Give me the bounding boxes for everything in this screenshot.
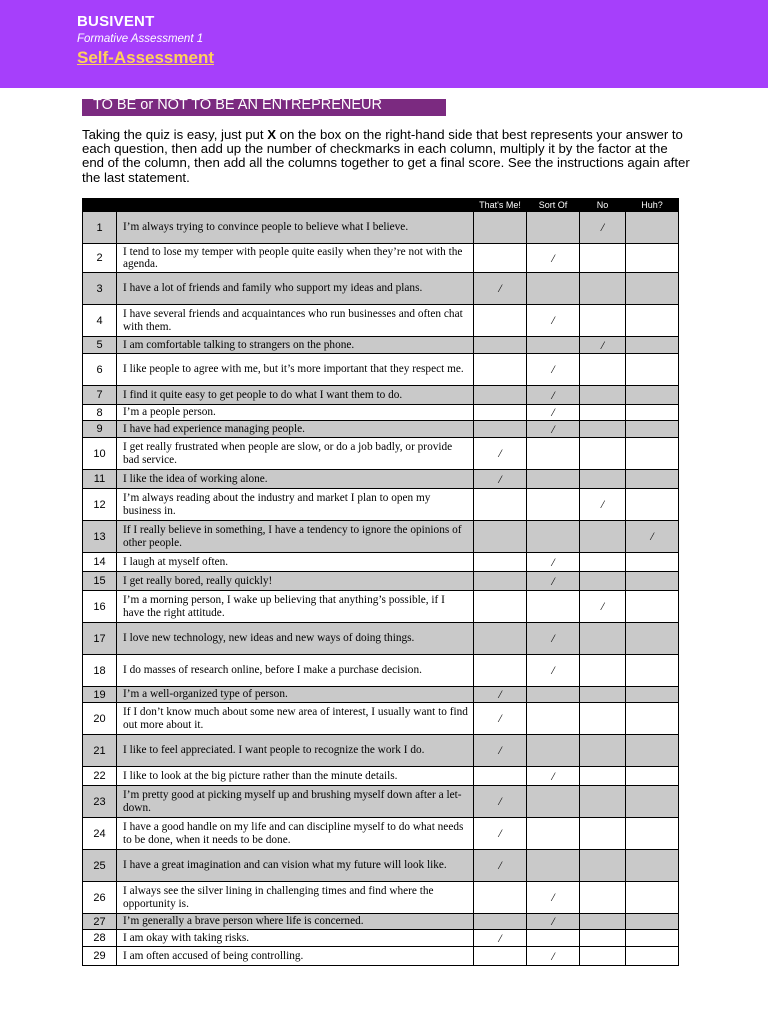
- sort-of-cell[interactable]: [527, 521, 580, 553]
- intro-part1: Taking the quiz is easy, just put: [82, 127, 268, 142]
- checkmark: /: [551, 387, 555, 402]
- row-statement: I’m generally a brave person where life is concerned.: [117, 914, 474, 930]
- checkmark: /: [498, 281, 502, 295]
- thats-me-cell[interactable]: [474, 244, 527, 273]
- checkmark: /: [650, 529, 654, 543]
- table-row: [83, 489, 679, 521]
- sort-of-cell[interactable]: [527, 655, 580, 687]
- row-number: 28: [83, 930, 117, 947]
- row-statement: I like the idea of working alone.: [117, 470, 474, 489]
- row-number: 13: [83, 521, 117, 553]
- no-cell[interactable]: [580, 273, 626, 305]
- row-statement: I have had experience managing people.: [117, 421, 474, 438]
- thats-me-cell[interactable]: [474, 421, 527, 438]
- table-row: [83, 273, 679, 305]
- table-row: [83, 553, 679, 572]
- checkmark: /: [551, 663, 555, 677]
- intro-part2: on the box on the right-hand side that best represents your answer to each question, then add up the number of checkmarks in each column, multiply it by the factor at the end of the column, then add all the columns together to get a final score. See the instructions again after the last statement.: [82, 127, 690, 185]
- table-row: [83, 882, 679, 914]
- sort-of-cell[interactable]: [527, 470, 580, 489]
- huh-cell[interactable]: [626, 572, 679, 591]
- thats-me-cell[interactable]: [474, 655, 527, 687]
- row-statement: I like to feel appreciated. I want people to recognize the work I do.: [117, 735, 474, 767]
- no-cell[interactable]: [580, 767, 626, 786]
- checkmark: /: [551, 631, 555, 645]
- instructions-paragraph: [82, 128, 692, 185]
- thats-me-cell[interactable]: [474, 521, 527, 553]
- table-row: [83, 521, 679, 553]
- sort-of-cell[interactable]: [527, 489, 580, 521]
- huh-cell[interactable]: [626, 386, 679, 405]
- checkmark: /: [551, 768, 555, 783]
- thats-me-cell[interactable]: [474, 305, 527, 337]
- table-row: [83, 786, 679, 818]
- huh-cell[interactable]: [626, 818, 679, 850]
- row-statement: I am okay with taking risks.: [117, 930, 474, 947]
- huh-cell[interactable]: [626, 703, 679, 735]
- row-statement: I’m pretty good at picking myself up and brushing myself down after a let-down.: [117, 786, 474, 818]
- checkmark: /: [498, 711, 502, 725]
- sort-of-cell[interactable]: [527, 947, 580, 966]
- huh-cell[interactable]: [626, 687, 679, 703]
- table-row: [83, 405, 679, 421]
- no-cell[interactable]: [580, 521, 626, 553]
- row-number: 26: [83, 882, 117, 914]
- row-number: 15: [83, 572, 117, 591]
- row-statement: I have a good handle on my life and can discipline myself to do what needs to be done, when it needs to be done.: [117, 818, 474, 850]
- thats-me-cell[interactable]: [474, 687, 527, 703]
- table-row: [83, 386, 679, 405]
- huh-cell[interactable]: [626, 337, 679, 354]
- table-row: [83, 244, 679, 273]
- huh-cell[interactable]: [626, 273, 679, 305]
- no-cell[interactable]: [580, 591, 626, 623]
- row-number: 3: [83, 273, 117, 305]
- table-row: [83, 930, 679, 947]
- thats-me-cell[interactable]: [474, 818, 527, 850]
- huh-cell[interactable]: [626, 655, 679, 687]
- huh-cell[interactable]: [626, 735, 679, 767]
- section-title: TO BE or NOT TO BE AN ENTREPRENEUR: [93, 97, 382, 113]
- checkmark: /: [498, 858, 502, 872]
- row-statement: I get really bored, really quickly!: [117, 572, 474, 591]
- table-row: [83, 767, 679, 786]
- no-cell[interactable]: [580, 354, 626, 386]
- huh-cell[interactable]: [626, 947, 679, 966]
- no-cell[interactable]: [580, 489, 626, 521]
- table-row: [83, 703, 679, 735]
- checkmark: /: [600, 497, 605, 511]
- table-row: [83, 438, 679, 470]
- thats-me-cell[interactable]: [474, 850, 527, 882]
- row-statement: I have a lot of friends and family who support my ideas and plans.: [117, 273, 474, 305]
- checkmark: /: [551, 554, 555, 569]
- table-row: [83, 591, 679, 623]
- table-row: [83, 337, 679, 354]
- thats-me-cell[interactable]: [474, 354, 527, 386]
- huh-cell[interactable]: [626, 882, 679, 914]
- row-number: 8: [83, 405, 117, 421]
- thats-me-cell[interactable]: [474, 572, 527, 591]
- row-statement: I have several friends and acquaintances who run businesses and often chat with them.: [117, 305, 474, 337]
- checkmark: /: [600, 220, 605, 234]
- huh-cell[interactable]: [626, 244, 679, 273]
- no-cell[interactable]: [580, 735, 626, 767]
- table-row: [83, 354, 679, 386]
- huh-cell[interactable]: [626, 438, 679, 470]
- header-subtitle: Formative Assessment 1: [77, 33, 204, 45]
- no-cell[interactable]: [580, 703, 626, 735]
- row-statement: I like to look at the big picture rather than the minute details.: [117, 767, 474, 786]
- no-cell[interactable]: [580, 438, 626, 470]
- table-row: [83, 947, 679, 966]
- row-statement: I tend to lose my temper with people quite easily when they’re not with the agenda.: [117, 244, 474, 273]
- table-row: [83, 735, 679, 767]
- huh-cell[interactable]: [626, 786, 679, 818]
- checkmark: /: [551, 313, 555, 327]
- row-statement: I love new technology, new ideas and new ways of doing things.: [117, 623, 474, 655]
- no-cell[interactable]: [580, 470, 626, 489]
- thats-me-cell[interactable]: [474, 623, 527, 655]
- no-cell[interactable]: [580, 655, 626, 687]
- thats-me-cell[interactable]: [474, 735, 527, 767]
- thats-me-cell[interactable]: [474, 947, 527, 966]
- sort-of-cell[interactable]: [527, 405, 580, 421]
- sort-of-cell[interactable]: [527, 244, 580, 273]
- table-row: [83, 305, 679, 337]
- huh-cell[interactable]: [626, 591, 679, 623]
- quiz-table: [82, 198, 679, 966]
- table-row: [83, 850, 679, 882]
- no-cell[interactable]: [580, 850, 626, 882]
- row-number: 29: [83, 947, 117, 966]
- thats-me-cell[interactable]: [474, 553, 527, 572]
- no-cell[interactable]: [580, 386, 626, 405]
- sort-of-cell[interactable]: [527, 354, 580, 386]
- checkmark: /: [600, 599, 605, 613]
- thats-me-cell[interactable]: [474, 767, 527, 786]
- no-cell[interactable]: [580, 818, 626, 850]
- row-number: 9: [83, 421, 117, 438]
- sort-of-cell[interactable]: [527, 305, 580, 337]
- huh-cell[interactable]: [626, 305, 679, 337]
- huh-cell[interactable]: [626, 354, 679, 386]
- sort-of-cell[interactable]: [527, 386, 580, 405]
- table-row: [83, 470, 679, 489]
- sort-of-cell[interactable]: [527, 553, 580, 572]
- no-cell[interactable]: [580, 947, 626, 966]
- sort-of-cell[interactable]: [527, 850, 580, 882]
- no-cell[interactable]: [580, 305, 626, 337]
- table-row: [83, 572, 679, 591]
- no-cell[interactable]: [580, 212, 626, 244]
- huh-cell[interactable]: [626, 421, 679, 438]
- table-row: [83, 914, 679, 930]
- sort-of-cell[interactable]: [527, 623, 580, 655]
- row-number: 12: [83, 489, 117, 521]
- col-huh-header: Huh?: [626, 199, 679, 212]
- sort-of-cell[interactable]: [527, 687, 580, 703]
- no-cell[interactable]: [580, 244, 626, 273]
- row-statement: If I don’t know much about some new area of interest, I usually want to find out more about it.: [117, 703, 474, 735]
- checkmark: /: [551, 421, 555, 436]
- huh-cell[interactable]: [626, 521, 679, 553]
- huh-cell[interactable]: [626, 930, 679, 947]
- thats-me-cell[interactable]: [474, 882, 527, 914]
- table-header-row: [83, 199, 679, 212]
- thats-me-cell[interactable]: [474, 786, 527, 818]
- checkmark: /: [498, 446, 502, 460]
- row-number: 7: [83, 386, 117, 405]
- row-statement: I do masses of research online, before I make a purchase decision.: [117, 655, 474, 687]
- no-cell[interactable]: [580, 930, 626, 947]
- checkmark: /: [551, 573, 555, 588]
- page-title: Self-Assessment: [77, 48, 215, 67]
- row-statement: I am comfortable talking to strangers on the phone.: [117, 337, 474, 354]
- row-number: 24: [83, 818, 117, 850]
- table-row: [83, 655, 679, 687]
- row-statement: I always see the silver lining in challenging times and find where the opportunity is.: [117, 882, 474, 914]
- huh-cell[interactable]: [626, 553, 679, 572]
- checkmark: /: [551, 890, 555, 904]
- sort-of-cell[interactable]: [527, 212, 580, 244]
- row-number: 21: [83, 735, 117, 767]
- sort-of-cell[interactable]: [527, 882, 580, 914]
- thats-me-cell[interactable]: [474, 489, 527, 521]
- row-statement: I’m always reading about the industry and market I plan to open my business in.: [117, 489, 474, 521]
- col-thats-me-header: That's Me!: [474, 199, 527, 212]
- no-cell[interactable]: [580, 687, 626, 703]
- row-number: 14: [83, 553, 117, 572]
- row-number: 17: [83, 623, 117, 655]
- row-number: 2: [83, 244, 117, 273]
- row-number: 11: [83, 470, 117, 489]
- huh-cell[interactable]: [626, 212, 679, 244]
- no-cell[interactable]: [580, 337, 626, 354]
- checkmark: /: [498, 687, 502, 701]
- thats-me-cell[interactable]: [474, 591, 527, 623]
- huh-cell[interactable]: [626, 405, 679, 421]
- sort-of-cell[interactable]: [527, 735, 580, 767]
- sort-of-cell[interactable]: [527, 572, 580, 591]
- no-cell[interactable]: [580, 914, 626, 930]
- row-statement: I get really frustrated when people are slow, or do a job badly, or provide bad service.: [117, 438, 474, 470]
- table-row: [83, 687, 679, 703]
- row-statement: I’m a well-organized type of person.: [117, 687, 474, 703]
- col-no-header: No: [580, 199, 626, 212]
- sort-of-cell[interactable]: [527, 914, 580, 930]
- thats-me-cell[interactable]: [474, 470, 527, 489]
- table-row: [83, 623, 679, 655]
- row-number: 25: [83, 850, 117, 882]
- checkmark: /: [498, 743, 502, 757]
- row-number: 4: [83, 305, 117, 337]
- checkmark: /: [498, 471, 502, 486]
- checkmark: /: [498, 794, 502, 808]
- sort-of-cell[interactable]: [527, 591, 580, 623]
- checkmark: /: [600, 337, 605, 352]
- checkmark: /: [551, 250, 555, 265]
- sort-of-cell[interactable]: [527, 421, 580, 438]
- thats-me-cell[interactable]: [474, 273, 527, 305]
- huh-cell[interactable]: [626, 470, 679, 489]
- row-statement: I find it quite easy to get people to do what I want them to do.: [117, 386, 474, 405]
- thats-me-cell[interactable]: [474, 930, 527, 947]
- huh-cell[interactable]: [626, 850, 679, 882]
- sort-of-cell[interactable]: [527, 818, 580, 850]
- row-statement: I’m always trying to convince people to believe what I believe.: [117, 212, 474, 244]
- no-cell[interactable]: [580, 553, 626, 572]
- no-cell[interactable]: [580, 882, 626, 914]
- no-cell[interactable]: [580, 786, 626, 818]
- huh-cell[interactable]: [626, 767, 679, 786]
- checkmark: /: [498, 826, 502, 840]
- table-body: [83, 212, 679, 966]
- sort-of-cell[interactable]: [527, 337, 580, 354]
- col-num-header: [83, 199, 117, 212]
- thats-me-cell[interactable]: [474, 914, 527, 930]
- thats-me-cell[interactable]: [474, 405, 527, 421]
- row-number: 1: [83, 212, 117, 244]
- row-statement: If I really believe in something, I have a tendency to ignore the opinions of other people.: [117, 521, 474, 553]
- row-number: 27: [83, 914, 117, 930]
- row-number: 16: [83, 591, 117, 623]
- row-statement: I have a great imagination and can vision what my future will look like.: [117, 850, 474, 882]
- huh-cell[interactable]: [626, 914, 679, 930]
- table-row: [83, 818, 679, 850]
- row-number: 10: [83, 438, 117, 470]
- no-cell[interactable]: [580, 572, 626, 591]
- row-number: 20: [83, 703, 117, 735]
- huh-cell[interactable]: [626, 623, 679, 655]
- table-row: [83, 212, 679, 244]
- row-number: 6: [83, 354, 117, 386]
- row-number: 19: [83, 687, 117, 703]
- thats-me-cell[interactable]: [474, 337, 527, 354]
- col-sort-of-header: Sort Of: [527, 199, 580, 212]
- thats-me-cell[interactable]: [474, 703, 527, 735]
- row-statement: I’m a morning person, I wake up believing that anything’s possible, if I have the right attitude.: [117, 591, 474, 623]
- sort-of-cell[interactable]: [527, 786, 580, 818]
- row-number: 18: [83, 655, 117, 687]
- row-number: 5: [83, 337, 117, 354]
- sort-of-cell[interactable]: [527, 273, 580, 305]
- row-number: 22: [83, 767, 117, 786]
- row-statement: I laugh at myself often.: [117, 553, 474, 572]
- checkmark: /: [498, 930, 502, 945]
- no-cell[interactable]: [580, 405, 626, 421]
- sort-of-cell[interactable]: [527, 703, 580, 735]
- thats-me-cell[interactable]: [474, 386, 527, 405]
- no-cell[interactable]: [580, 623, 626, 655]
- intro-mark: X: [267, 127, 277, 142]
- checkmark: /: [551, 362, 555, 376]
- thats-me-cell[interactable]: [474, 438, 527, 470]
- huh-cell[interactable]: [626, 489, 679, 521]
- col-statement-header: [117, 199, 474, 212]
- sort-of-cell[interactable]: [527, 930, 580, 947]
- thats-me-cell[interactable]: [474, 212, 527, 244]
- brand-name: BUSIVENT: [77, 13, 155, 30]
- no-cell[interactable]: [580, 421, 626, 438]
- sort-of-cell[interactable]: [527, 438, 580, 470]
- checkmark: /: [551, 914, 555, 928]
- row-statement: I’m a people person.: [117, 405, 474, 421]
- row-statement: I am often accused of being controlling.: [117, 947, 474, 966]
- checkmark: /: [551, 948, 555, 963]
- checkmark: /: [551, 405, 555, 419]
- row-statement: I like people to agree with me, but it’s more important that they respect me.: [117, 354, 474, 386]
- sort-of-cell[interactable]: [527, 767, 580, 786]
- row-number: 23: [83, 786, 117, 818]
- table-row: [83, 421, 679, 438]
